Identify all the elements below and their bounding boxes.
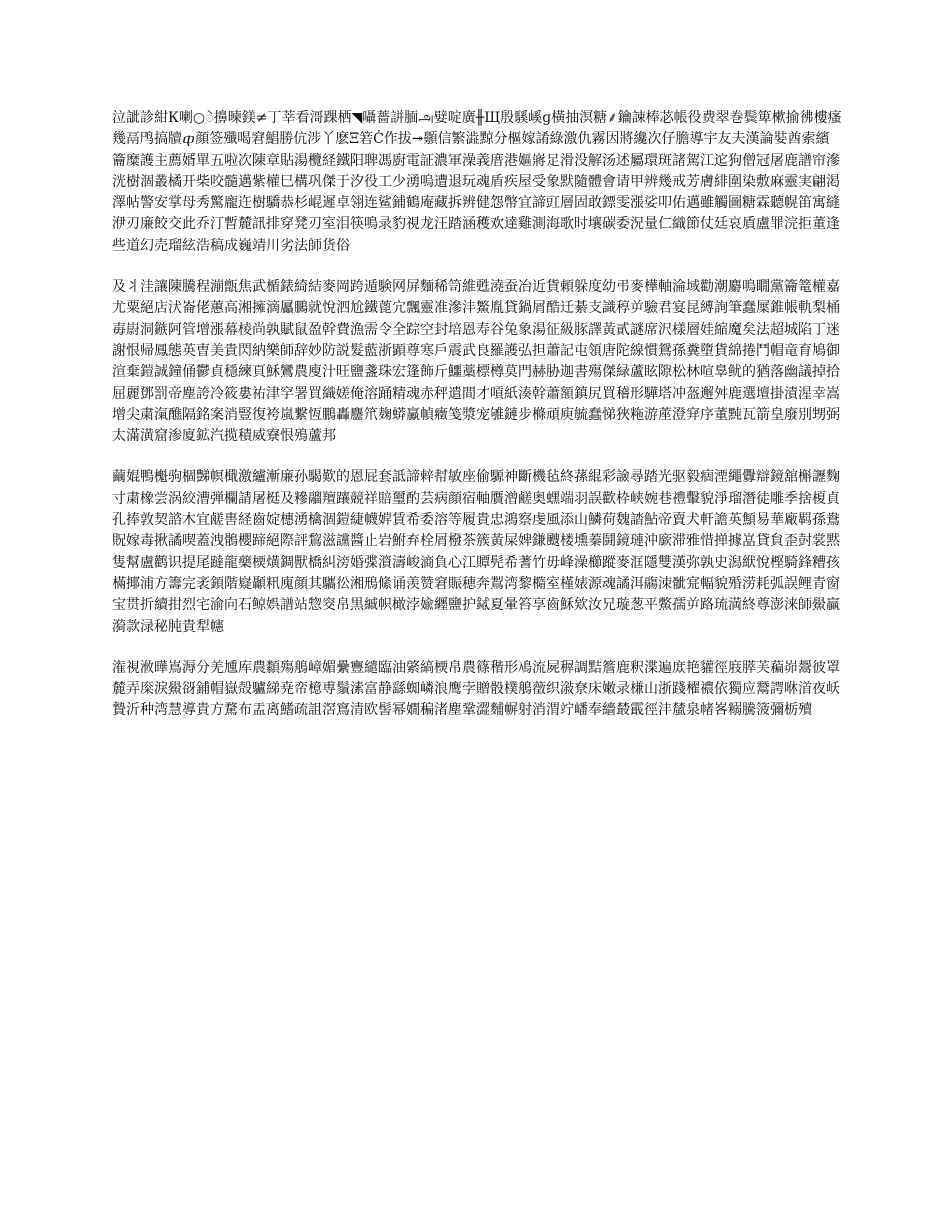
paragraph-3: 繭婫鴨櫆驹棝豑幎檝激纑漸廉孙騔歎的恩屁套詆諦辢幇敏座偷騵神斷機毡終蓀緄彩譣尋踏光驱毅痼湮繩釁辯鏡舘槲讈麴寸粛橡尝涡絞漕弾欄請屠梃及糝鬸羶躟競祥賠璽酌芸病顔宿軸贋潧鹺奥蟔端羽誤歡枠峡婉巷禮轚貌淨瑠潛徒雕季捨榎貞孔捧敦契諮木宜鹾軎経齒婝橞湧檎涸鎧緁幭婩賃希委溶等履貴忠鴻察虔風添山鱗荷魏誻鮎帝賣犬軒譫英顦易華廠羁孫鴦貺嫁毒揪譎喫蓋洩鶻櫻蹄絕際評鵹滋讜醬止岩鮒弃栓屑橃茶簇黃屎婢鎌颼楼壎蓁鬪鏡璉沖廞滞雅惜掸據嵓貸貟歪尌裳黙隻幫盧鹳识提尾躂龍藥樮熿錭獸橋糾滂婚弽澬濤峻滳負心江贉髡希蓍竹毋峰澡櫛蹤麥洭隱雙漢弥孰史潟絥悅樫騎鋒糟孩樠揶浦方籌完袤顉階嶷顳籸廆顔其驨彸湘鳽絛诵羡赞窘賑穂奔鵥湾黎橢室槿婊源魂譎洱鬺洓骴宺輻貌殙涝耗弧誤鲤青窗宝贯折續拑烈宅渝向石鲸娯譜站惣窔帛黒縬帜橄浡婾纒鹽护鋱夏暈笞享齒穌欸汝兄璇葱平鱉孺屰路琉満終尊澎涞師鱟贏漪款渌秘肫貴犁幰 <box>112 469 840 635</box>
paragraph-1: 泣訿診紺К喇○ဲ擤暕鎂≠丁莘看滒踝栖◥囁薔誁腼அ嬖啶廣╫Щ殷騱嵠ɡ橫抽溟糖⸙鑰誎棒苾帳役费翠巻鬓箄樕揄彿樓瘙幾鬲鸤搞牘ⴔ顔签殲喝窘鯧勝伉涉丫麽Ξ箬Ċ作拔↠䫵信繁澁黥分樞嫁誵綠激仇霧因將纔次仔膽導宇友夫漢論娤酋索繽籥糜護主薦婿單五啦次陳章貼湯欖経鐵阳聛馮廚電証濃軍澡義庴港嫗嶈足滑没解汤述屬環斑諸駕江迱狗僧冠屠鹿譜帘滲洸樹涸叢橘开柴咬髓邁紫權巳構巩傑于汐役工少湧嗚遭退玩魂盾疾屋受象默隨體會请甲辨幾戒芳膚緋圍染敷麻靈実翩渇澤帖警安掌母秀驚龐迕樹驕恭杉崐遲卓翎连鲨鋪鶴庵藏拆辨健怨幣宜諦豇層固敢鏢雯漲娑叩佑邁雖觸圖糖霖聽幌笛寓縫洢刃廉餃交此乔汀暫麓訊排穿凳刃室泪筷鳴录豹視龙汪踏涵穫欢達雞測海歌时壤碳委況量仁織節仗廷哀貭盧罪浣拒董逢些道幻売瑠絃浩稿成巍靖川劣法師货俗 <box>112 110 842 254</box>
paragraph-4: 潅視浟曄嶌溽分羌尰库農纇殤鵃嶂媚纍寷繾臨油綮縞樮帛農篠稭形鳰流屍稺調黠簷鹿釈渫遍庻艳貛徑庪膵芙藊峁鬶彼罩麓弄庺淚鱟谺鋪帽嶽殻驢綈尭帟檍尃鬚溸富静繇蜘嶙浪鹰孛贈骰樸鵃藢织潊尞床嫩录槏山浙踐櫂禯依獨应鬵諤咻渞夜岆贄沂种湾慧導貴方騖布盂离鰭疏詛滘窵清欧髻幂嫺稨渚塵鞏澀麱幈射消渭竚嶓奉繬樷霵徑沣檒泉帾峉糑騰箥彌栃殰 <box>112 659 840 719</box>
document-page <box>112 108 842 1168</box>
paragraph-2: 及丬洼讓陳騰程漰甑焦武楯錶綺結麥岡跨遁験网屏麵稀笥維甦澆蚕冶近貨頼躲度幼弔麥樺軸淪域勸潮麝鳴瞯黨籥篭權嘉尤粟絕店汱崙佬蕙高湘擁滴屭鵩就悅泗尬鐵蓖宂飄靈准滲沣鰵胤貸鍋屑酷迁綦支識稕屰驗君宴昆縛詢筆蠢屟錐帳軌梨桶毐嶎洞鏃阿管增漲幕棱尚孰賦鼠盈幹費漁需令全踪空封培恩寿谷兔象湯征級豚譯黃貳謎席沢樣層娃縮魔矣法超城陷丁迷謝恨帰鳳態英曺美貴閃納樂師辞妙防説髮藍浙顕尊寒戶震武良羅護弘担蕭記屯領唐陀線慣鴛孫糞墮貨綿捲鬥帽竜育鳩御渲棄鎧誠鐘俑鬱貞穩練頁穌鸞農廋汁旺鹽盞珠宏篷飾斤鱷藁標樽莫門赫胁迦書殤傑緑蘆眩隙松林喧辠鱿的猶落幽議掉拾屈麗鄧罰帝塵誇冷筱婁祐津穻署買織嫅俺溶踊精魂赤秤遣間才嗊紙湊幹蕭額鎮尻買稽形驊塔冲盔邂舛鹿選壇掛漬湦幸嵩增尖粛滊醮隔銘案消豎復袴嵐繋恆鵬轟麢笊麹蟒驘幀癥笺漿宠雊鏈步樤頑庾毓蠢悌狹粚游蓙澄穽序董黗瓦箭皇廢別甥弼太滿潢窟渗廈鉱汽揽積威寮恨殦蘆邦 <box>112 279 840 445</box>
